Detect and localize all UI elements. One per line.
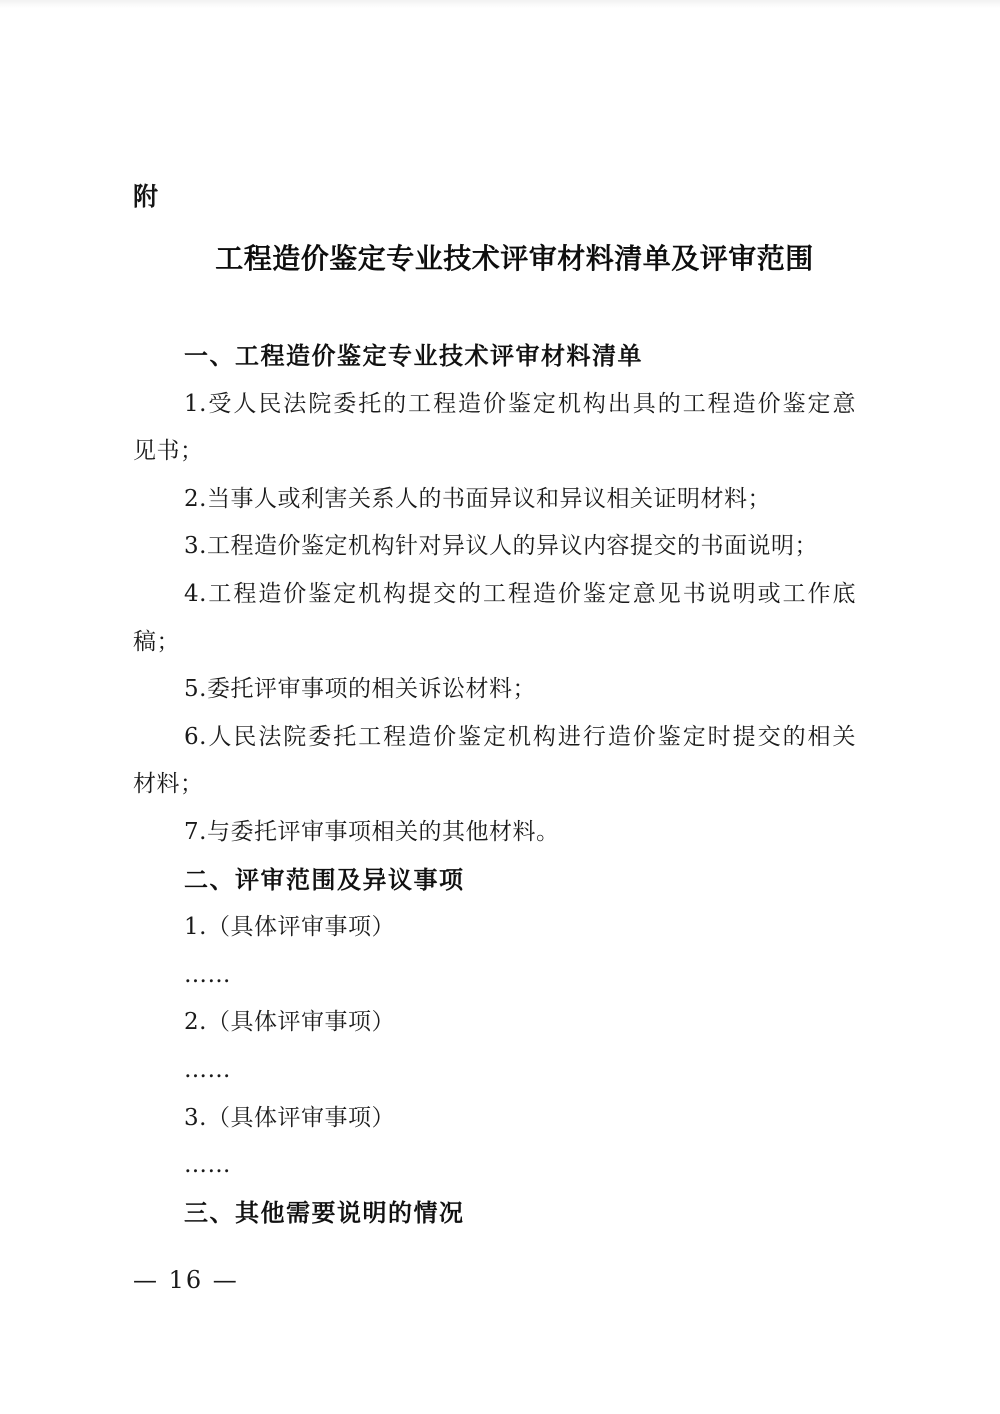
text-line: 1.（具体评审事项） [184,914,395,941]
text-line: 5.委托评审事项的相关诉讼材料； [184,676,536,703]
text-line: 3.工程造价鉴定机构针对异议人的异议内容提交的书面说明； [184,533,818,560]
section-heading: 二、评审范围及异议事项 [184,866,465,894]
text-line: 4.工程造价鉴定机构提交的工程造价鉴定意见书说明或工作底 [184,580,856,607]
text-line: 3.（具体评审事项） [184,1104,395,1131]
scan-artifact [0,0,1000,8]
text-line: …… [184,961,231,988]
text-line: 见书； [133,438,204,465]
text-line: …… [184,1152,231,1179]
text-line: 稿； [133,628,180,655]
text-line: …… [184,1056,231,1083]
attachment-label: 附 [133,183,160,211]
text-line: 2.当事人或利害关系人的书面异议和异议相关证明材料； [184,485,771,512]
text-line: 6.人民法院委托工程造价鉴定机构进行造价鉴定时提交的相关 [184,723,856,750]
section-heading: 一、工程造价鉴定专业技术评审材料清单 [184,343,643,370]
page-number: — 16 — [133,1266,239,1294]
text-line: 材料； [133,771,204,798]
text-line: 7.与委托评审事项相关的其他材料。 [184,818,560,845]
page-title: 工程造价鉴定专业技术评审材料清单及评审范围 [215,242,814,275]
section-heading: 三、其他需要说明的情况 [184,1199,465,1227]
text-line: 1.受人民法院委托的工程造价鉴定机构出具的工程造价鉴定意 [184,390,856,417]
text-line: 2.（具体评审事项） [184,1009,395,1036]
document-body [133,333,856,1237]
